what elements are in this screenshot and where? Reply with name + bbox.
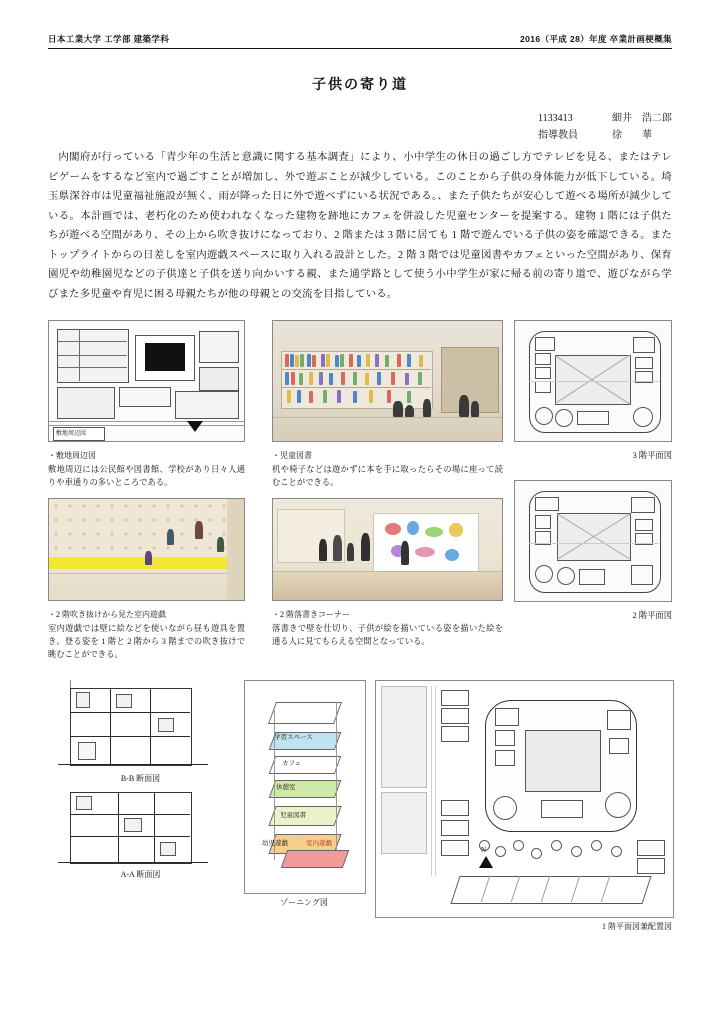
abstract-body: 内閣府が行っている「青少年の生活と意識に関する基本調査」により、小中学生の休日の過ごし方でテレビを見る、またはテレビゲームをするなど室内で過ごすことが増加し、外で遊ぶことが減少している。このことから子供の身体能力が低下している。埼玉県深谷市は児童福祉施設が無く、雨が降った日に外で遊べずにいる状況である。、また子供たちが安心して遊べる場所が減少している。本計画では、老朽化のため使われなくなった建物を跡地にカフェを併設した児童センターを提案する。建物 1 階には子供たちが遊べる空間があり、その上から吹き抜けになっており、2 階または 3 階に居ても 1 階で遊んでいる子供の姿を確認できる。またトップライトからの日差しを室内遊戯スペースに取り入れる設計とした。2 階 3 階では児童図書やカフェといった空間があり、保育園児や幼稚園児などの子供達と子供を送り向かいする親、また通学路として使う小中学生が家に帰る前の寄り道で、遊びながら学びまた多児童や育児に困る母親たちが他の母親との交流を目指している。 [48,152,672,300]
zoning-caption: ゾーニング図 [280,898,328,907]
advisor-name: 徐 華 [612,130,652,141]
caption-title: ・2 階落書きコーナー [272,610,350,619]
section-drawings [48,680,233,890]
caption-body: 落書きで壁を仕切り、子供が絵を描いている姿を描いた絵を通る人に見てもらえる空間となっている。 [272,624,503,646]
header-left-text: 日本工業大学 工学部 建築学科 [48,34,170,44]
childrens-library-render [272,320,503,442]
caption-body: 机や椅子などは遊かずに本を手に取ったらその場に座って読むことができる。 [272,465,503,487]
advisor-label: 指導教員 [538,130,578,141]
page-header [48,33,672,45]
caption-title: ・敷地周辺図 [48,451,96,460]
zoning-label-1: カフェ [282,760,302,767]
caption-body: 敷地周辺には公民館や図書館、学校があり日々人通りや車通りの多いところである。 [48,465,245,487]
third-floor-plan-caption [514,446,672,461]
zoning-label-4: 幼児遊戯 [262,840,288,847]
site-context-inset-label: 敷地周辺図 [56,431,87,437]
second-floor-plan-caption [514,606,672,621]
zoning-diagram [244,680,364,912]
zoning-label-2: 休憩室 [276,784,296,791]
header-right-text: 2016（平成 28）年度 卒業計画梗概集 [520,34,672,44]
site-context-plan-caption [48,446,245,489]
caption-title: ・児童図書 [272,451,312,460]
first-floor-site-plan [375,680,672,932]
zoning-label-0: 学習スペース [274,734,313,741]
second-floor-void-render-caption [48,605,245,661]
caption-body: 室内遊戯では壁に絵などを使いながら昼も遊具を置き、登る姿を 1 階と 2 階から 3 階までの吹き抜けで眺むことができる。 [48,624,245,659]
author-block [538,110,672,144]
second-floor-void-render [48,498,245,601]
second-floor-plan [514,480,672,602]
site-plan-caption: 1 階平面図兼配置図 [602,922,672,931]
site-context-plan [48,320,245,442]
north-label: N [481,846,487,854]
section-aa-label: A-A 断面図 [120,870,161,879]
student-id: 1133413 [538,113,573,124]
graffiti-corner-render-caption [272,605,503,648]
page-title: 子供の寄り道 [312,78,408,93]
caption-label: 3 階平面図 [632,451,672,460]
header-rule [48,48,672,49]
zoning-label-5: 室内遊戯 [306,840,332,847]
bottom-figure-row [48,680,672,940]
caption-label: 2 階平面図 [632,611,672,620]
zoning-label-3: 児童図書 [280,812,306,819]
section-bb-label: B-B 断面図 [120,774,161,783]
caption-title: ・2 階吹き抜けから見た室内遊戯 [48,610,166,619]
graffiti-corner-render [272,498,503,601]
third-floor-plan [514,320,672,442]
student-name: 細井 浩二郎 [612,113,672,124]
childrens-library-render-caption [272,446,503,489]
